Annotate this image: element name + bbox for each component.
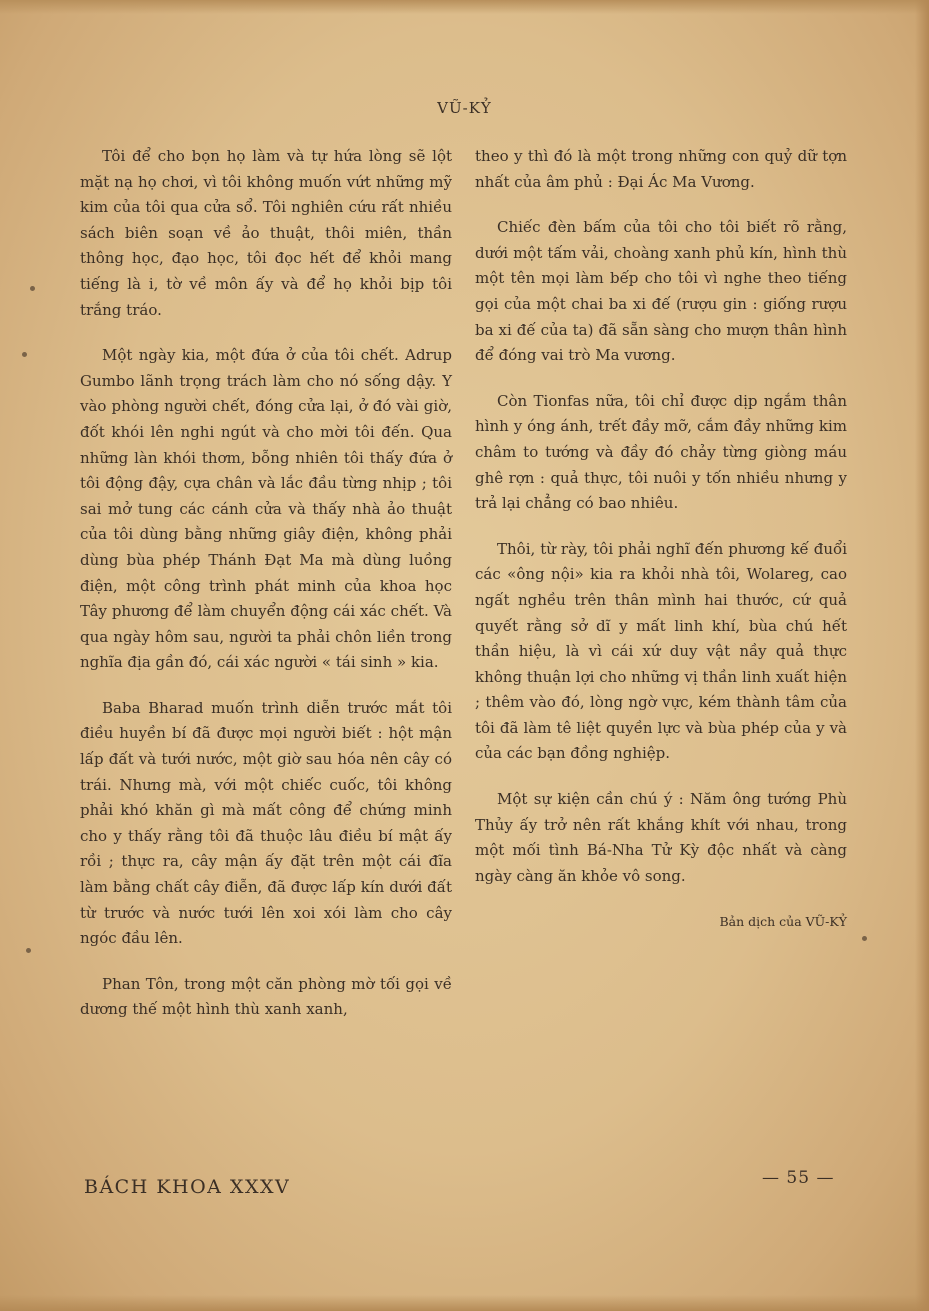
paper-speck [26,948,31,953]
left-column [80,144,452,1043]
paragraph: Còn Tionfas nữa, tôi chỉ được dịp ngắm thân hình y óng ánh, trết đầy mỡ, cắm đầy những kim châm to tướng và đầy đó chảy từng giòng máu ghê rợn : quả thực, tôi nuôi y tốn nhiều nhưng y trả lại chẳng có bao nhiêu. [475,391,847,513]
paper-speck [22,352,27,357]
paragraph: Chiếc đèn bấm của tôi cho tôi biết rõ rằng, dưới một tấm vải, choàng xanh phủ kín, hình thù một tên mọi làm bếp cho tôi vì nghe theo tiếng gọi của một chai ba xi đế (rượu gin : giống rượu ba xi đế của ta) đã sẵn sàng cho mượn thân hình để đóng vai trò Ma vương. [475,218,847,365]
paper-edge-bottom [0,1295,929,1311]
paragraph: Một sự kiện cần chú ý : Năm ông tướng Phù Thủy ấy trở nên rất khắng khít với nhau, trong một mối tình Bá-Nha Tử Kỳ độc nhất và càng ngày càng ăn khỏe vô song. [475,790,847,885]
paragraph: Tôi để cho bọn họ làm và tự hứa lòng sẽ lột mặt nạ họ chơi, vì tôi không muốn vứt những mỹ kim của tôi qua cửa sổ. Tôi nghiên cứu rất nhiều sách biên soạn về ảo thuật, thôi miên, thần thông học, đạo học, tôi đọc hết để khỏi mang tiếng là i, tờ về môn ấy và để họ khỏi bịp tôi trắng tráo. [80,147,452,319]
paragraph: Thôi, từ rày, tôi phải nghĩ đến phương kế đuổi các «ông nội» kia ra khỏi nhà tôi, Wolareg, cao ngất nghều trên thân mình hai thước, cứ quả quyết rằng sở dĩ y mất linh khí, bùa chú hết thần hiệu, là vì cái xứ duy vật nầy quả thực không thuận lợi cho những vị thần linh xuất hiện ; thêm vào đó, lòng ngờ vực, kém thành tâm của tôi đã làm tê liệt quyền lực và bùa phép của y và của các bạn đồng nghiệp. [475,539,847,763]
paragraph: Baba Bharad muốn trình diễn trước mắt tôi điều huyền bí đã được mọi người biết : hột mận lấp đất và tưới nước, một giờ sau hóa nên cây có trái. Nhưng mà, với một chiếc cuốc, tôi không phải khó khăn gì mà mất công để chứng minh cho y thấy rằng tôi đã thuộc lâu điều bí mật ấy rồi ; thực ra, cây mận ấy đặt trên một cái đĩa làm bằng chất cây điễn, đã được lấp kín dưới đất từ trước và nước tưới lên xoi xói làm cho cây ngóc đầu lên. [80,698,452,948]
paper-edge-top [0,0,929,14]
running-header: VŨ-KỶ [437,99,492,117]
paper-speck [862,936,867,941]
paragraph: Một ngày kia, một đứa ở của tôi chết. Adrup Gumbo lãnh trọng trách làm cho nó sống dậy. Y vào phòng người chết, đóng cửa lại, ở đó vài giờ, đốt khói lên nghi ngút và cho mời tôi đến. Qua những làn khói thơm, bỗng nhiên tôi thấy đứa ở tôi động đậy, cựa chân và lắc đầu từng nhịp ; tôi sai mở tung các cánh cửa và thấy nhà ảo thuật của tôi dùng bằng những giây điện, không phải dùng bùa phép Thánh Đạt Ma mà dùng luồng điện, một công trình phát minh của khoa học Tây phương để làm chuyển động cái xác chết. Và qua ngày hôm sau, người ta phải chôn liền trong nghĩa địa gần đó, cái xác người « tái sinh » kia. [80,346,452,672]
paper-speck [30,286,35,291]
paragraph: Phan Tôn, trong một căn phòng mờ tối gọi về dương thế một hình thù xanh xanh, [80,974,452,1019]
paragraph: theo y thì đó là một trong những con quỷ dữ tợn nhất của âm phủ : Đại Ác Ma Vương. [475,147,847,191]
magazine-title: BÁCH KHOA XXXV [84,1176,291,1198]
translator-credit: Bản dịch của VŨ-KỶ [719,914,847,930]
page-number: — 55 — [762,1168,835,1188]
right-column [475,144,847,955]
paper-edge-right [915,0,929,1311]
